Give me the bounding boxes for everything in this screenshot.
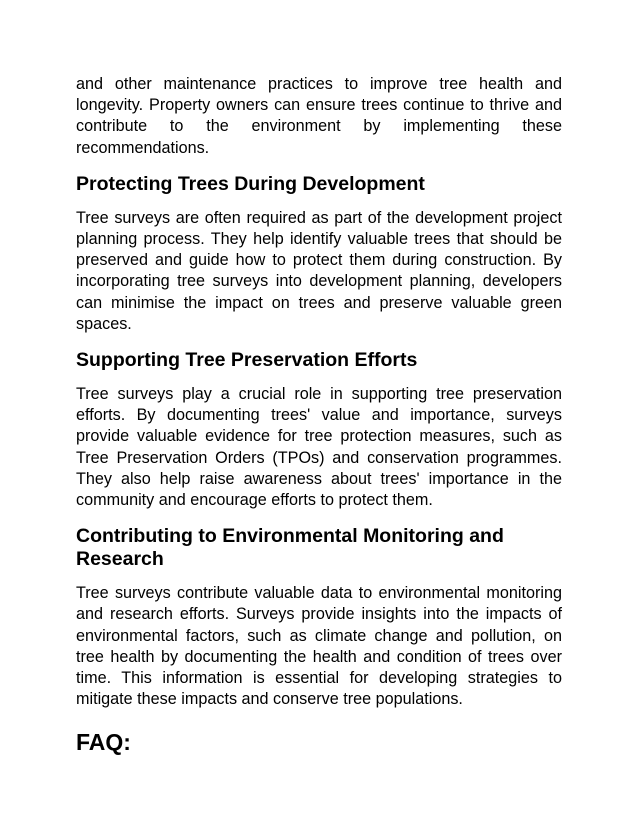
section-heading-tree-preservation: Supporting Tree Preservation Efforts [76, 349, 418, 372]
section-body-environmental-monitoring: Tree surveys contribute valuable data to environmental monitoring and research efforts. Surveys provide insights into the impacts of environmental factors, such as climate change and pollution, on tree health by documenting the health and condition of trees over time. This information is essential for developing strategies to mitigate these impacts and conserve tree populations. [76, 584, 562, 709]
document-page [76, 74, 562, 756]
section-heading-environmental-monitoring: Contributing to Environmental Monitoring and Research [76, 525, 504, 571]
section-body-protecting-trees: Tree surveys are often required as part of the development project planning process. They help identify valuable trees that should be preserved and guide how to protect them during construction. By incorporating tree surveys into development planning, developers can minimise the impact on trees and preserve valuable green spaces. [76, 208, 562, 333]
intro-paragraph: and other maintenance practices to improve tree health and longevity. Property owners can ensure trees continue to thrive and contribute to the environment by implementing these recommendations. [76, 75, 562, 157]
section-body-tree-preservation: Tree surveys play a crucial role in supporting tree preservation efforts. By documenting trees' value and importance, surveys provide valuable evidence for tree protection measures, such as Tree Preservation Orders (TPOs) and conservation programmes. They also help raise awareness about trees' importance in the community and encourage efforts to protect them. [76, 385, 562, 510]
faq-heading: FAQ: [76, 729, 131, 756]
section-heading-protecting-trees: Protecting Trees During Development [76, 172, 425, 195]
